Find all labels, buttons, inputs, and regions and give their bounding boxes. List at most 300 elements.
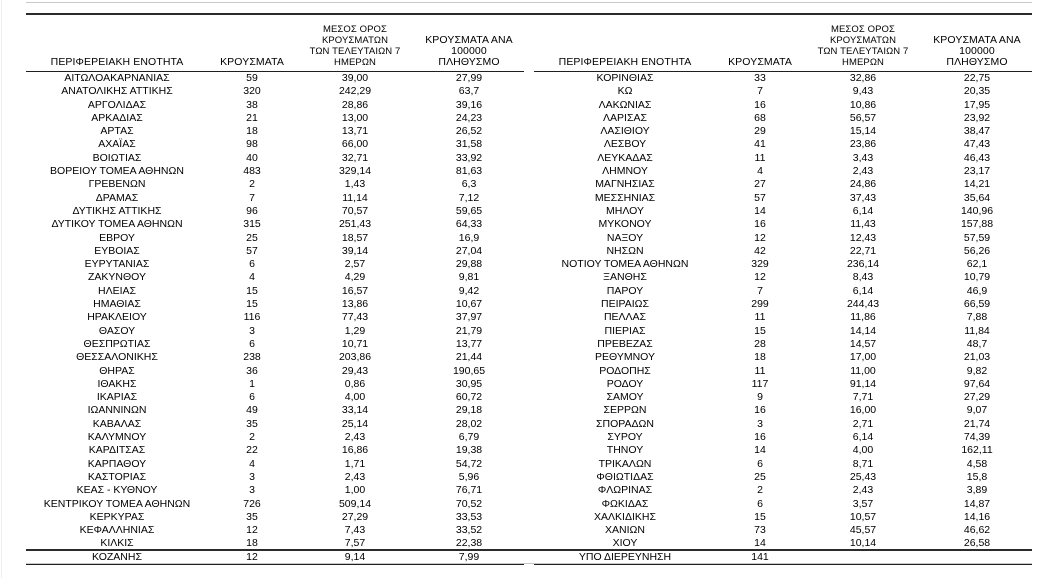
cell-cases: 116: [243, 311, 261, 324]
header-avg7-right: [804, 24, 922, 72]
cell-per100k: 15,8: [966, 470, 988, 483]
cell-per100k: 19,38: [455, 444, 483, 457]
cell-avg7: 23,86: [849, 138, 877, 151]
cell-cases: 14: [754, 444, 766, 457]
cell-avg7: 25,14: [341, 417, 369, 430]
cell-per100k: 26,52: [455, 125, 483, 138]
cell-region: ΚΕΦΑΛΛΗΝΙΑΣ: [79, 524, 155, 537]
table-row: [534, 205, 1032, 218]
cell-per100k: 5,96: [458, 470, 480, 483]
cell-region: ΗΜΑΘΙΑΣ: [93, 298, 141, 311]
table-row: [534, 378, 1032, 391]
cell-avg7: 1,29: [344, 324, 366, 337]
cell-cases: 141: [716, 551, 804, 565]
cell-cases: 11: [754, 311, 766, 324]
table-row: [26, 511, 524, 524]
cell-avg7: 7,71: [852, 391, 874, 404]
table-row: [26, 125, 524, 138]
cell-per100k: 35,64: [963, 191, 991, 204]
cell-region: ΠΕΛΛΑΣ: [603, 311, 647, 324]
cell-region: ΑΡΤΑΣ: [100, 125, 134, 138]
table-row: [26, 192, 524, 205]
cell-per100k: 162,11: [961, 444, 993, 457]
cell-avg7: 244,43: [846, 298, 880, 311]
table-row: [534, 218, 1032, 231]
table-row: [26, 285, 524, 298]
cell-cases: 4: [249, 457, 255, 470]
cell-region: ΑΡΓΟΛΙΔΑΣ: [87, 98, 147, 111]
table-head-left: [26, 24, 524, 72]
cell-avg7: 6,14: [852, 431, 874, 444]
cell-avg7: 9,14: [296, 551, 414, 565]
header-cases-left: ΚΡΟΥΣΜΑΤΑ: [208, 24, 296, 72]
cell-region: ΧΑΛΚΙΔΙΚΗΣ: [594, 510, 656, 523]
header-per100k-line1-left: ΚΡΟΥΣΜΑΤΑ ΑΝΑ 100000: [425, 34, 513, 57]
cell-avg7: 24,86: [849, 178, 877, 191]
cell-avg7: 25,43: [849, 470, 877, 483]
cell-region: ΜΕΣΣΗΝΙΑΣ: [594, 191, 656, 204]
table-row: [26, 232, 524, 245]
cell-per100k: 190,65: [452, 364, 486, 377]
cell-per100k: 14,21: [963, 178, 991, 191]
cell-per100k: 57,59: [963, 231, 991, 244]
cell-per100k: [922, 551, 1032, 565]
table-row: [534, 391, 1032, 404]
table-row: [534, 125, 1032, 138]
cell-per100k: 6,79: [458, 431, 480, 444]
cell-cases: 14: [754, 537, 766, 550]
cell-per100k: 70,52: [455, 497, 483, 510]
cell-cases: 40: [246, 151, 258, 164]
cell-cases: 6: [757, 457, 763, 470]
header-region-right: ΠΕΡΙΦΕΡΕΙΑΚΗ ΕΝΟΤΗΤΑ: [534, 24, 716, 72]
table-row: [26, 218, 524, 231]
cell-avg7: 8,43: [852, 271, 874, 284]
table-row: [534, 351, 1032, 364]
cell-cases: 7: [757, 85, 763, 98]
cell-per100k: 22,38: [455, 537, 483, 550]
table-row: [26, 404, 524, 417]
cell-per100k: 7,12: [458, 191, 480, 204]
table-row: [534, 152, 1032, 165]
cell-avg7: 7,57: [344, 537, 366, 550]
cell-cases: 68: [754, 111, 766, 124]
cell-region: ΕΒΡΟΥ: [99, 231, 135, 244]
cell-avg7: 16,00: [849, 404, 877, 417]
table-row: [26, 99, 524, 112]
table-row: [534, 365, 1032, 378]
cell-cases: 41: [754, 138, 766, 151]
table-row: [534, 537, 1032, 550]
cell-region: ΚΟΖΑΝΗΣ: [26, 551, 208, 565]
cell-region: ΚΑΒΑΛΑΣ: [92, 417, 142, 430]
cell-avg7: 70,57: [341, 204, 369, 217]
table-row: [26, 351, 524, 364]
cell-avg7: 7,43: [344, 524, 366, 537]
cell-per100k: 54,72: [455, 457, 483, 470]
cell-per100k: 56,26: [963, 244, 991, 257]
cell-region: ΚΑΡΔΙΤΣΑΣ: [88, 444, 146, 457]
cell-avg7: 39,00: [341, 72, 369, 84]
table-sheet: [0, 24, 1038, 565]
cell-cases: 9: [757, 391, 763, 404]
cell-region: ΛΕΥΚΑΔΑΣ: [597, 151, 653, 164]
header-row-left: [26, 24, 524, 72]
cell-region: ΘΗΡΑΣ: [99, 364, 135, 377]
cell-region: ΔΥΤΙΚΟΥ ΤΟΜΕΑ ΑΘΗΝΩΝ: [51, 218, 183, 231]
table-row: [26, 178, 524, 191]
cell-per100k: 20,35: [963, 85, 991, 98]
cell-avg7: 66,00: [341, 138, 369, 151]
regional-cases-table-right: [534, 24, 1032, 565]
cell-per100k: 46,9: [966, 284, 988, 297]
cell-cases: 96: [246, 204, 258, 217]
cell-per100k: 22,75: [963, 72, 991, 84]
cell-per100k: 9,82: [966, 364, 988, 377]
cell-per100k: 33,53: [455, 510, 483, 523]
table-row: [26, 471, 524, 484]
cell-cases: 35: [246, 417, 258, 430]
cell-avg7: 16,86: [341, 444, 369, 457]
table-row: [534, 431, 1032, 444]
cell-region: ΗΛΕΙΑΣ: [97, 284, 136, 297]
cell-region: ΤΡΙΚΑΛΩΝ: [598, 457, 652, 470]
cell-cases: 11: [754, 364, 766, 377]
cell-per100k: 27,04: [455, 244, 483, 257]
cell-cases: 320: [243, 85, 261, 98]
cell-avg7: 13,86: [341, 298, 369, 311]
cell-per100k: 30,95: [455, 377, 483, 390]
cell-avg7: 11,86: [850, 311, 876, 324]
cell-avg7: 9,43: [852, 85, 874, 98]
cell-region: ΖΑΚΥΝΘΟΥ: [87, 271, 146, 284]
cell-per100k: 16,9: [458, 231, 480, 244]
cell-region: ΚΕΑΣ - ΚΥΘΝΟΥ: [76, 484, 158, 497]
cell-per100k: 48,7: [966, 337, 988, 350]
tables-container: [0, 24, 1038, 565]
cell-cases: 299: [751, 298, 769, 311]
table-row: [534, 524, 1032, 537]
cell-region: ΣΕΡΡΩΝ: [603, 404, 647, 417]
cell-avg7: 2,43: [852, 484, 874, 497]
cell-avg7: 12,43: [849, 231, 877, 244]
cell-per100k: 23,17: [963, 165, 991, 178]
header-avg7-line1-right: ΜΕΣΟΣ ΟΡΟΣ ΚΡΟΥΣΜΑΤΩΝ: [829, 24, 897, 46]
cell-cases: 15: [246, 298, 258, 311]
cell-per100k: 39,16: [455, 98, 483, 111]
cell-avg7: 3,57: [852, 497, 874, 510]
cell-avg7: 4,00: [344, 391, 366, 404]
cell-region: ΘΕΣΠΡΩΤΙΑΣ: [83, 337, 151, 350]
cell-per100k: 11,84: [964, 324, 990, 337]
cell-cases: 25: [246, 231, 258, 244]
cell-avg7: 0,86: [344, 377, 366, 390]
cell-per100k: 7,99: [414, 551, 524, 565]
cell-per100k: 81,63: [455, 165, 483, 178]
table-row: [534, 165, 1032, 178]
cell-per100k: 46,43: [963, 151, 991, 164]
cell-region: ΔΡΑΜΑΣ: [95, 191, 139, 204]
cell-per100k: 46,62: [963, 524, 991, 537]
cell-region: ΙΩΑΝΝΙΝΩΝ: [87, 404, 147, 417]
cell-region: ΕΥΡΥΤΑΝΙΑΣ: [84, 258, 150, 271]
cell-cases: 6: [249, 391, 255, 404]
cell-region: ΦΩΚΙΔΑΣ: [601, 497, 649, 510]
table-row: [534, 112, 1032, 125]
cell-cases: 7: [757, 284, 763, 297]
cell-per100k: 74,39: [963, 431, 991, 444]
table-row: [26, 537, 524, 550]
table-row: [534, 458, 1032, 471]
cell-avg7: 28,86: [341, 98, 369, 111]
cell-per100k: 59,65: [455, 204, 483, 217]
cell-region: ΒΟΙΩΤΙΑΣ: [92, 151, 142, 164]
cell-per100k: 37,97: [455, 311, 483, 324]
table-row: [26, 245, 524, 258]
cell-avg7: 56,57: [849, 111, 877, 124]
table-row: [26, 325, 524, 338]
table-head-right: [534, 24, 1032, 72]
table-row: [534, 325, 1032, 338]
table-row: [534, 484, 1032, 497]
cell-avg7: 14,57: [849, 337, 877, 350]
cell-per100k: 9,81: [458, 271, 480, 284]
cell-avg7: 37,43: [849, 191, 877, 204]
cell-region: ΑΙΤΩΛΟΑΚΑΡΝΑΝΙΑΣ: [64, 72, 170, 84]
cell-per100k: 6,3: [461, 178, 477, 191]
cell-region: ΦΘΙΩΤΙΔΑΣ: [596, 470, 654, 483]
table-row: [534, 471, 1032, 484]
cell-per100k: 21,03: [963, 351, 991, 364]
cell-cases: 11: [754, 151, 766, 164]
cell-region: ΝΗΣΩΝ: [606, 244, 644, 257]
cell-avg7: 329,14: [338, 165, 372, 178]
table-row: [534, 404, 1032, 417]
cell-avg7: 6,14: [852, 204, 874, 217]
cell-region: ΛΑΡΙΣΑΣ: [603, 111, 647, 124]
cell-cases: 73: [754, 524, 766, 537]
cell-avg7: 10,14: [849, 537, 877, 550]
cell-per100k: 31,58: [455, 138, 483, 151]
header-per100k-line2-right: ΠΛΗΘΥΣΜΟ: [946, 56, 1008, 68]
cell-cases: 2: [249, 431, 255, 444]
cell-cases: 42: [754, 244, 766, 257]
page-top-light-rule: [26, 2, 1032, 3]
cell-region: ΛΑΣΙΘΙΟΥ: [600, 125, 650, 138]
cell-region: ΠΙΕΡΙΑΣ: [604, 324, 646, 337]
cell-avg7: 32,71: [341, 151, 369, 164]
cell-per100k: 60,72: [455, 391, 483, 404]
table-row: [26, 298, 524, 311]
cell-cases: 238: [243, 351, 261, 364]
cell-per100k: 9,42: [458, 284, 480, 297]
cell-region: ΓΡΕΒΕΝΩΝ: [88, 178, 146, 191]
cell-cases: 12: [754, 231, 766, 244]
cell-cases: 27: [754, 178, 766, 191]
cell-per100k: 66,59: [963, 298, 991, 311]
table-row: [534, 85, 1032, 98]
table-row: [26, 311, 524, 324]
table-row: [534, 444, 1032, 457]
table-row: [534, 192, 1032, 205]
cell-cases: 12: [208, 551, 296, 565]
cell-avg7: 14,14: [849, 324, 877, 337]
cell-avg7: 4,00: [852, 444, 874, 457]
cell-cases: 329: [751, 258, 769, 271]
cell-per100k: 21,74: [963, 417, 991, 430]
header-avg7-line1-left: ΜΕΣΟΣ ΟΡΟΣ ΚΡΟΥΣΜΑΤΩΝ: [321, 24, 389, 46]
cell-region: ΒΟΡΕΙΟΥ ΤΟΜΕΑ ΑΘΗΝΩΝ: [50, 165, 184, 178]
cell-region: ΣΠΟΡΑΔΩΝ: [596, 417, 654, 430]
cell-per100k: 29,18: [455, 404, 483, 417]
header-avg7-line2-right: ΤΩΝ ΤΕΛΕΥΤΑΙΩΝ 7 ΗΜΕΡΩΝ: [817, 46, 909, 68]
cell-cases: 57: [754, 191, 766, 204]
cell-region: ΞΑΝΘΗΣ: [603, 271, 647, 284]
cell-avg7: 18,57: [341, 231, 369, 244]
cell-per100k: 24,23: [455, 111, 483, 124]
table-row: [26, 378, 524, 391]
cell-per100k: 9,07: [966, 404, 988, 417]
cell-region: ΚΕΡΚΥΡΑΣ: [89, 510, 145, 523]
page-top-dark-rule: [26, 13, 1032, 15]
table-row: [534, 258, 1032, 271]
cell-cases: 7: [249, 191, 255, 204]
table-row: [26, 271, 524, 284]
header-per100k-left: [414, 24, 524, 72]
cell-cases: 4: [249, 271, 255, 284]
cell-avg7: 11,14: [342, 191, 368, 204]
cell-region: ΚΑΛΥΜΝΟΥ: [87, 431, 147, 444]
cell-avg7: 77,43: [341, 311, 369, 324]
cell-avg7: 39,14: [341, 244, 369, 257]
cell-avg7: 10,86: [849, 98, 877, 111]
cell-per100k: 10,79: [963, 271, 991, 284]
cell-avg7: 1,43: [344, 178, 366, 191]
table-row: [26, 458, 524, 471]
cell-avg7: 45,57: [849, 524, 877, 537]
table-row: [26, 258, 524, 271]
table-row: [26, 338, 524, 351]
cell-avg7: 15,14: [849, 125, 877, 138]
cell-cases: 16: [754, 431, 766, 444]
cell-cases: 1: [249, 377, 255, 390]
cell-region: ΑΝΑΤΟΛΙΚΗΣ ΑΤΤΙΚΗΣ: [61, 85, 173, 98]
regional-cases-table-left: [26, 24, 524, 565]
cell-cases: 3: [757, 417, 763, 430]
cell-cases: 117: [751, 377, 769, 390]
cell-region: ΛΗΜΝΟΥ: [602, 165, 648, 178]
cell-avg7: 509,14: [338, 497, 372, 510]
cell-per100k: 21,79: [455, 324, 483, 337]
cell-cases: 57: [246, 244, 258, 257]
table-row: [534, 285, 1032, 298]
table-row: [534, 551, 1032, 565]
table-row: [26, 112, 524, 125]
cell-region: ΘΑΣΟΥ: [98, 324, 136, 337]
cell-cases: 22: [246, 444, 258, 457]
cell-cases: 3: [249, 484, 255, 497]
cell-avg7: 33,14: [341, 404, 369, 417]
table-row: [26, 418, 524, 431]
cell-cases: 3: [249, 470, 255, 483]
cell-per100k: 63,7: [458, 85, 480, 98]
cell-avg7: 203,86: [338, 351, 372, 364]
cell-per100k: 76,71: [455, 484, 483, 497]
cell-cases: 15: [754, 324, 766, 337]
cell-cases: 18: [246, 125, 258, 138]
cell-region: ΧΑΝΙΩΝ: [605, 524, 645, 537]
table-row: [534, 72, 1032, 86]
cell-region: ΚΙΛΚΙΣ: [100, 537, 134, 550]
cell-region: ΚΕΝΤΡΙΚΟΥ ΤΟΜΕΑ ΑΘΗΝΩΝ: [43, 497, 191, 510]
cell-per100k: 157,88: [960, 218, 994, 231]
cell-region: ΘΕΣΣΑΛΟΝΙΚΗΣ: [76, 351, 158, 364]
cell-per100k: 62,1: [966, 258, 988, 271]
cell-per100k: 13,77: [455, 337, 483, 350]
header-per100k-line2-left: ΠΛΗΘΥΣΜΟ: [438, 56, 500, 68]
cell-per100k: 7,88: [966, 311, 988, 324]
cell-region: ΠΕΙΡΑΙΩΣ: [601, 298, 649, 311]
header-row-right: [534, 24, 1032, 72]
table-row: [26, 72, 524, 86]
cell-region: ΝΑΞΟΥ: [606, 231, 644, 244]
cell-cases: 98: [246, 138, 258, 151]
cell-per100k: 64,33: [455, 218, 483, 231]
cell-region: ΚΑΣΤΟΡΙΑΣ: [87, 470, 147, 483]
cell-per100k: 26,58: [963, 537, 991, 550]
cell-per100k: 28,02: [455, 417, 483, 430]
cell-avg7: 2,43: [344, 470, 366, 483]
cell-avg7: 17,00: [849, 351, 877, 364]
cell-cases: 2: [757, 484, 763, 497]
cell-cases: 16: [754, 218, 766, 231]
table-row: [26, 165, 524, 178]
table-row: [534, 311, 1032, 324]
cell-cases: 315: [243, 218, 261, 231]
table-row: [26, 391, 524, 404]
cell-cases: 38: [246, 98, 258, 111]
cell-region: ΗΡΑΚΛΕΙΟΥ: [87, 311, 147, 324]
cell-region: ΡΟΔΟΠΗΣ: [599, 364, 651, 377]
cell-cases: 4: [757, 165, 763, 178]
cell-region: ΕΥΒΟΙΑΣ: [94, 244, 140, 257]
table-row: [26, 152, 524, 165]
cell-cases: 3: [249, 324, 255, 337]
cell-region: ΡΟΔΟΥ: [606, 377, 644, 390]
cell-cases: 15: [754, 510, 766, 523]
cell-avg7: 16,57: [341, 284, 369, 297]
cell-avg7: 1,71: [344, 457, 366, 470]
cell-avg7: 2,57: [344, 258, 366, 271]
cell-cases: 2: [249, 178, 255, 191]
cell-cases: 6: [757, 497, 763, 510]
cell-region: ΝΟΤΙΟΥ ΤΟΜΕΑ ΑΘΗΝΩΝ: [561, 258, 689, 271]
cell-cases: 726: [243, 497, 261, 510]
cell-avg7: 13,71: [341, 125, 369, 138]
header-region-left: ΠΕΡΙΦΕΡΕΙΑΚΗ ΕΝΟΤΗΤΑ: [26, 24, 208, 72]
cell-cases: 59: [246, 72, 258, 84]
cell-avg7: 4,29: [344, 271, 366, 284]
cell-avg7: 6,14: [852, 284, 874, 297]
table-row: [26, 205, 524, 218]
cell-region: ΙΘΑΚΗΣ: [97, 377, 137, 390]
table-row: [534, 418, 1032, 431]
cell-region: ΡΕΘΥΜΝΟΥ: [594, 351, 655, 364]
cell-cases: 21: [246, 111, 258, 124]
header-per100k-right: [922, 24, 1032, 72]
cell-per100k: 33,92: [455, 151, 483, 164]
cell-avg7: 11,43: [850, 218, 876, 231]
